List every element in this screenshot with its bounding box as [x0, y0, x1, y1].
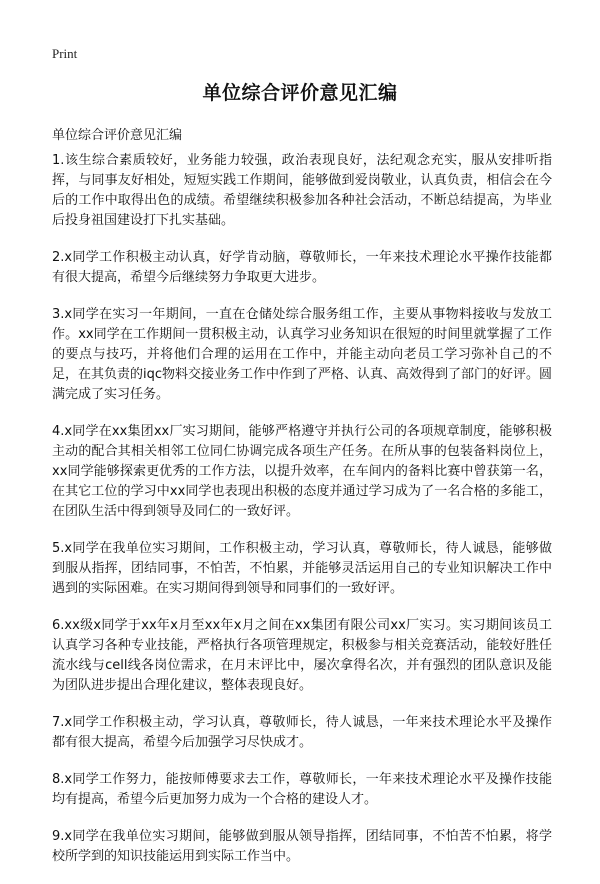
paragraph-4: 4.x同学在xx集团xx厂实习期间，能够严格遵守并执行公司的各项规章制度，能够积极主动的配合其相关相邻工位同仁协调完成各项生产任务。在所从事的包装备料岗位上，xx同学能够探索更优秀的工作方法，以提升效率，在车间内的备料比赛中曾获第一名，在其它工位的学习中xx同学也表现出积极的态度并通过学习成为了一名合格的多能工，在团队生活中得到领导及同仁的一致好评。 — [52, 424, 552, 519]
document-subtitle: 单位综合评价意见汇编 — [52, 128, 183, 143]
print-link[interactable]: Print — [52, 46, 78, 61]
paragraph-9: 9.x同学在我单位实习期间，能够做到服从领导指挥，团结同事，不怕苦不怕累，将学校所学到的知识技能运用到实际工作当中。 — [52, 829, 552, 864]
paragraph-3: 3.x同学在实习一年期间，一直在仓储处综合服务组工作，主要从事物料接收与发放工作。xx同学在工作期间一贯积极主动，认真学习业务知识在很短的时间里就掌握了工作的要点与技巧，并将他们合理的运用在工作中，并能主动向老员工学习弥补自己的不足，在其负责的iqc物料交接业务工作中作到了严格、认真、高效得到了部门的好评。圆满完成了实习任务。 — [52, 307, 553, 402]
document-body — [52, 151, 552, 884]
paragraph-5: 5.x同学在我单位实习期间，工作积极主动，学习认真，尊敬师长，待人诚恳，能够做到服从指挥，团结同事，不怕苦，不怕累，并能够灵活运用自己的专业知识解决工作中遇到的实际困难。在实习期间得到领导和同事们的一致好评。 — [52, 541, 552, 596]
paragraph-7: 7.x同学工作积极主动，学习认真，尊敬师长，待人诚恳，一年来技术理论水平及操作都有很大提高，希望今后加强学习尽快成才。 — [52, 715, 552, 750]
paragraph-2: 2.x同学工作积极主动认真，好学肯动脑，尊敬师长，一年来技术理论水平操作技能都有很大提高，希望今后继续努力争取更大进步。 — [52, 250, 552, 285]
paragraph-6: 6.xx级x同学于xx年x月至xx年x月之间在xx集团有限公司xx厂实习。实习期间该员工认真学习各种专业技能，严格执行各项管理规定，积极参与相关竞赛活动，能较好胜任流水线与cell线各岗位需求，在月末评比中，屡次拿得名次，并有强烈的团队意识及能为团队进步提出合理化建议，整体表现良好。 — [52, 618, 552, 693]
paragraph-8: 8.x同学工作努力，能按师傅要求去工作，尊敬师长，一年来技术理论水平及操作技能均有提高，希望今后更加努力成为一个合格的建设人才。 — [52, 772, 552, 807]
document-title: 单位综合评价意见汇编 — [202, 82, 398, 104]
paragraph-1: 1.该生综合素质较好，业务能力较强，政治表现良好，法纪观念充实，服从安排听指挥，与同事友好相处，短短实践工作期间，能够做到爱岗敬业，认真负责，相信会在今后的工作中取得出色的成绩。希望继续积极参加各种社会活动，不断总结提高，为毕业后投身祖国建设打下扎实基础。 — [52, 153, 552, 228]
